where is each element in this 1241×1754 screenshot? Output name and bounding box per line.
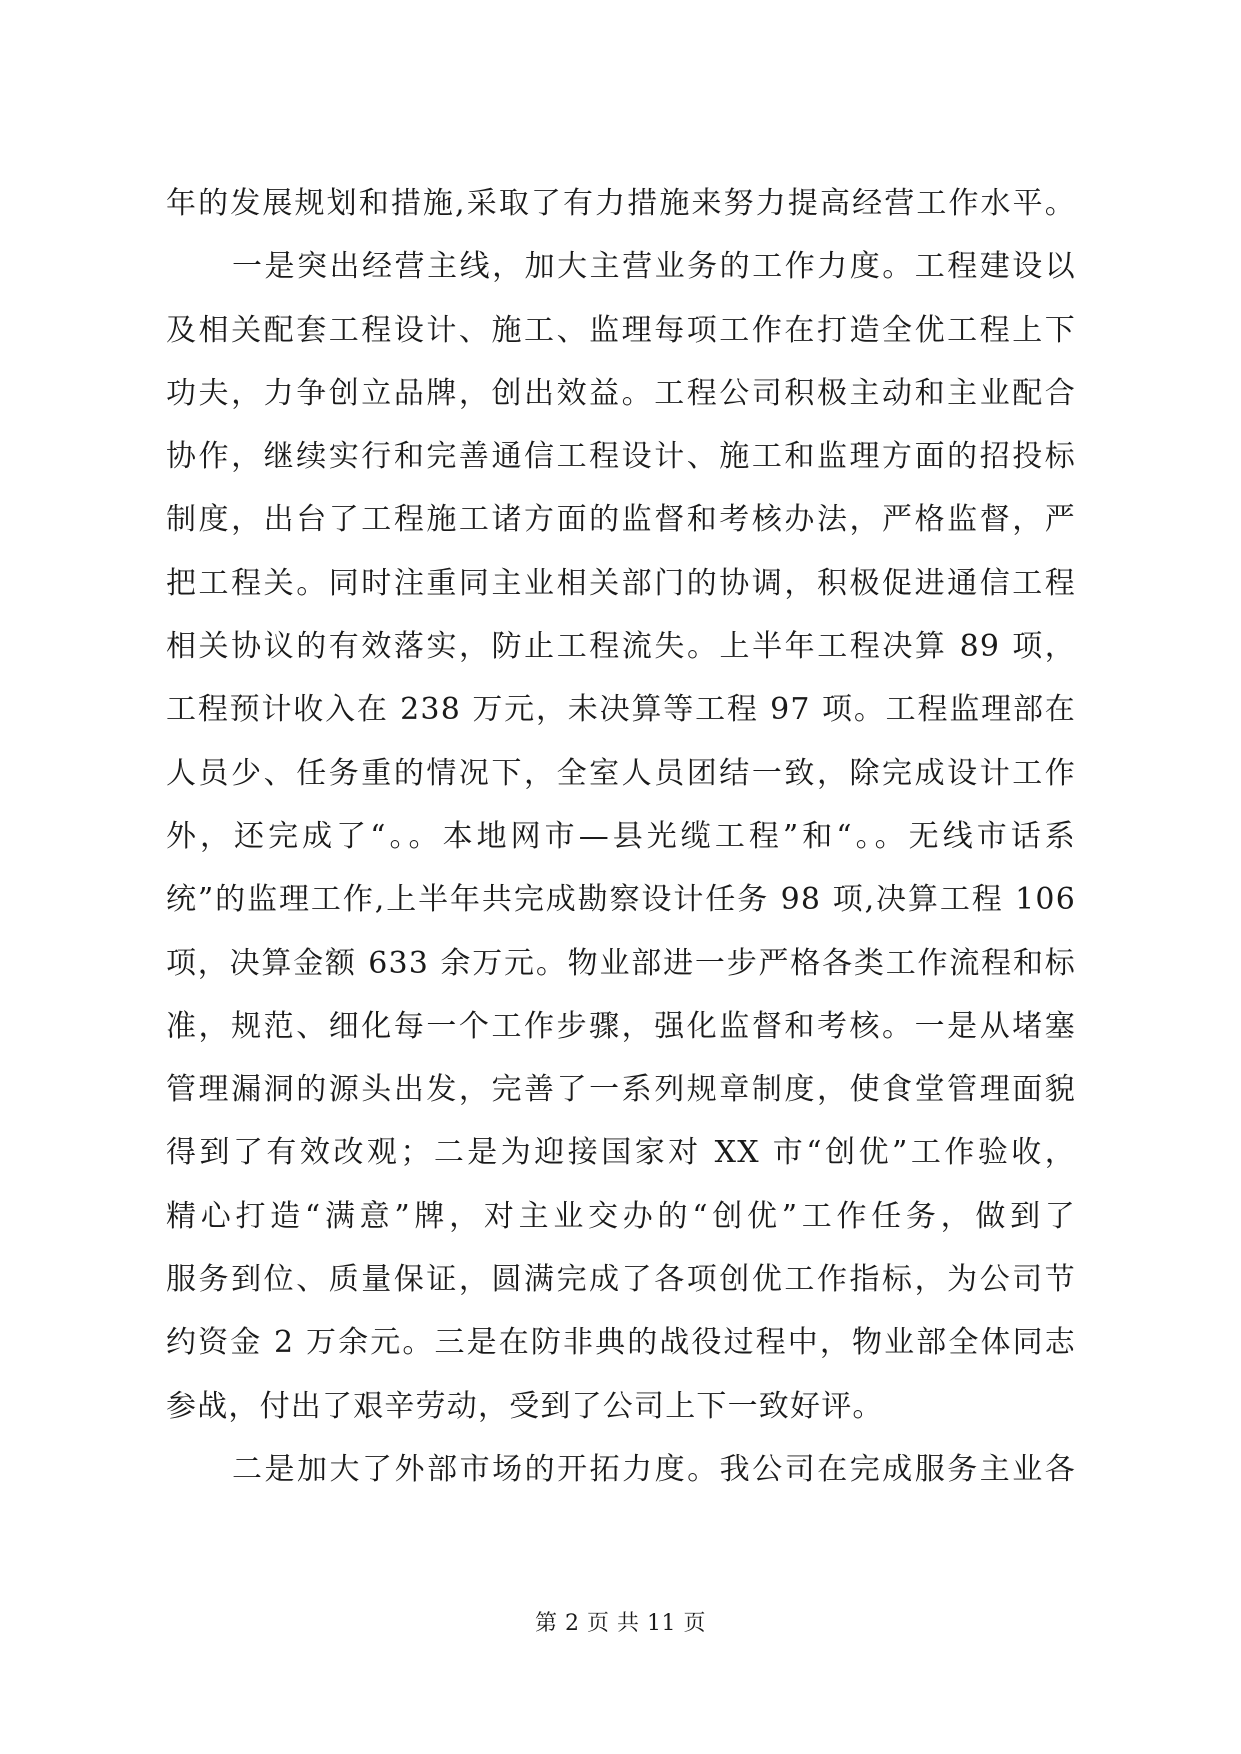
text-line: 协作，继续实行和完善通信工程设计、施工和监理方面的招投标 xyxy=(166,439,1076,475)
text-line: 人员少、任务重的情况下，全室人员团结一致，除完成设计工作 xyxy=(166,755,1076,791)
page-number-footer: 第 2 页 共 11 页 xyxy=(535,1611,706,1636)
text-line: 年的发展规划和措施,采取了有力措施来努力提高经营工作水平。 xyxy=(166,186,1076,221)
text-line: 统”的监理工作,上半年共完成勘察设计任务 98 项,决算工程 106 xyxy=(166,882,1076,918)
text-line: 及相关配套工程设计、施工、监理每项工作在打造全优工程上下 xyxy=(166,312,1076,348)
text-line: 外，还完成了“。。本地网市—县光缆工程”和“。。无线市话系 xyxy=(166,818,1076,854)
text-line: 准，规范、细化每一个工作步骤，强化监督和考核。一是从堵塞 xyxy=(166,1008,1076,1044)
paragraph-last-line: 参战，付出了艰辛劳动，受到了公司上下一致好评。 xyxy=(166,1388,884,1424)
paragraph-first-line: 一是突出经营主线，加大主营业务的工作力度。工程建设以 xyxy=(232,249,1076,285)
text-line: 项，决算金额 633 余万元。物业部进一步严格各类工作流程和标 xyxy=(166,945,1076,981)
paragraph-first-line: 二是加大了外部市场的开拓力度。我公司在完成服务主业各 xyxy=(232,1451,1076,1487)
text-line: 约资金 2 万余元。三是在防非典的战役过程中，物业部全体同志 xyxy=(166,1325,1076,1361)
text-line: 工程预计收入在 238 万元，未决算等工程 97 项。工程监理部在 xyxy=(166,692,1076,728)
body-text xyxy=(166,172,1076,1501)
text-line: 功夫，力争创立品牌，创出效益。工程公司积极主动和主业配合 xyxy=(166,375,1076,411)
text-line: 制度，出台了工程施工诸方面的监督和考核办法，严格监督，严 xyxy=(166,502,1076,538)
text-line: 把工程关。同时注重同主业相关部门的协调，积极促进通信工程 xyxy=(166,565,1076,601)
text-line: 精心打造“满意”牌，对主业交办的“创优”工作任务，做到了 xyxy=(166,1198,1076,1234)
text-line: 服务到位、质量保证，圆满完成了各项创优工作指标，为公司节 xyxy=(166,1262,1076,1298)
text-line: 管理漏洞的源头出发，完善了一系列规章制度，使食堂管理面貌 xyxy=(166,1072,1076,1108)
text-line: 相关协议的有效落实，防止工程流失。上半年工程决算 89 项， xyxy=(166,629,1076,665)
text-line: 得到了有效改观；二是为迎接国家对 XX 市“创优”工作验收， xyxy=(166,1135,1076,1171)
